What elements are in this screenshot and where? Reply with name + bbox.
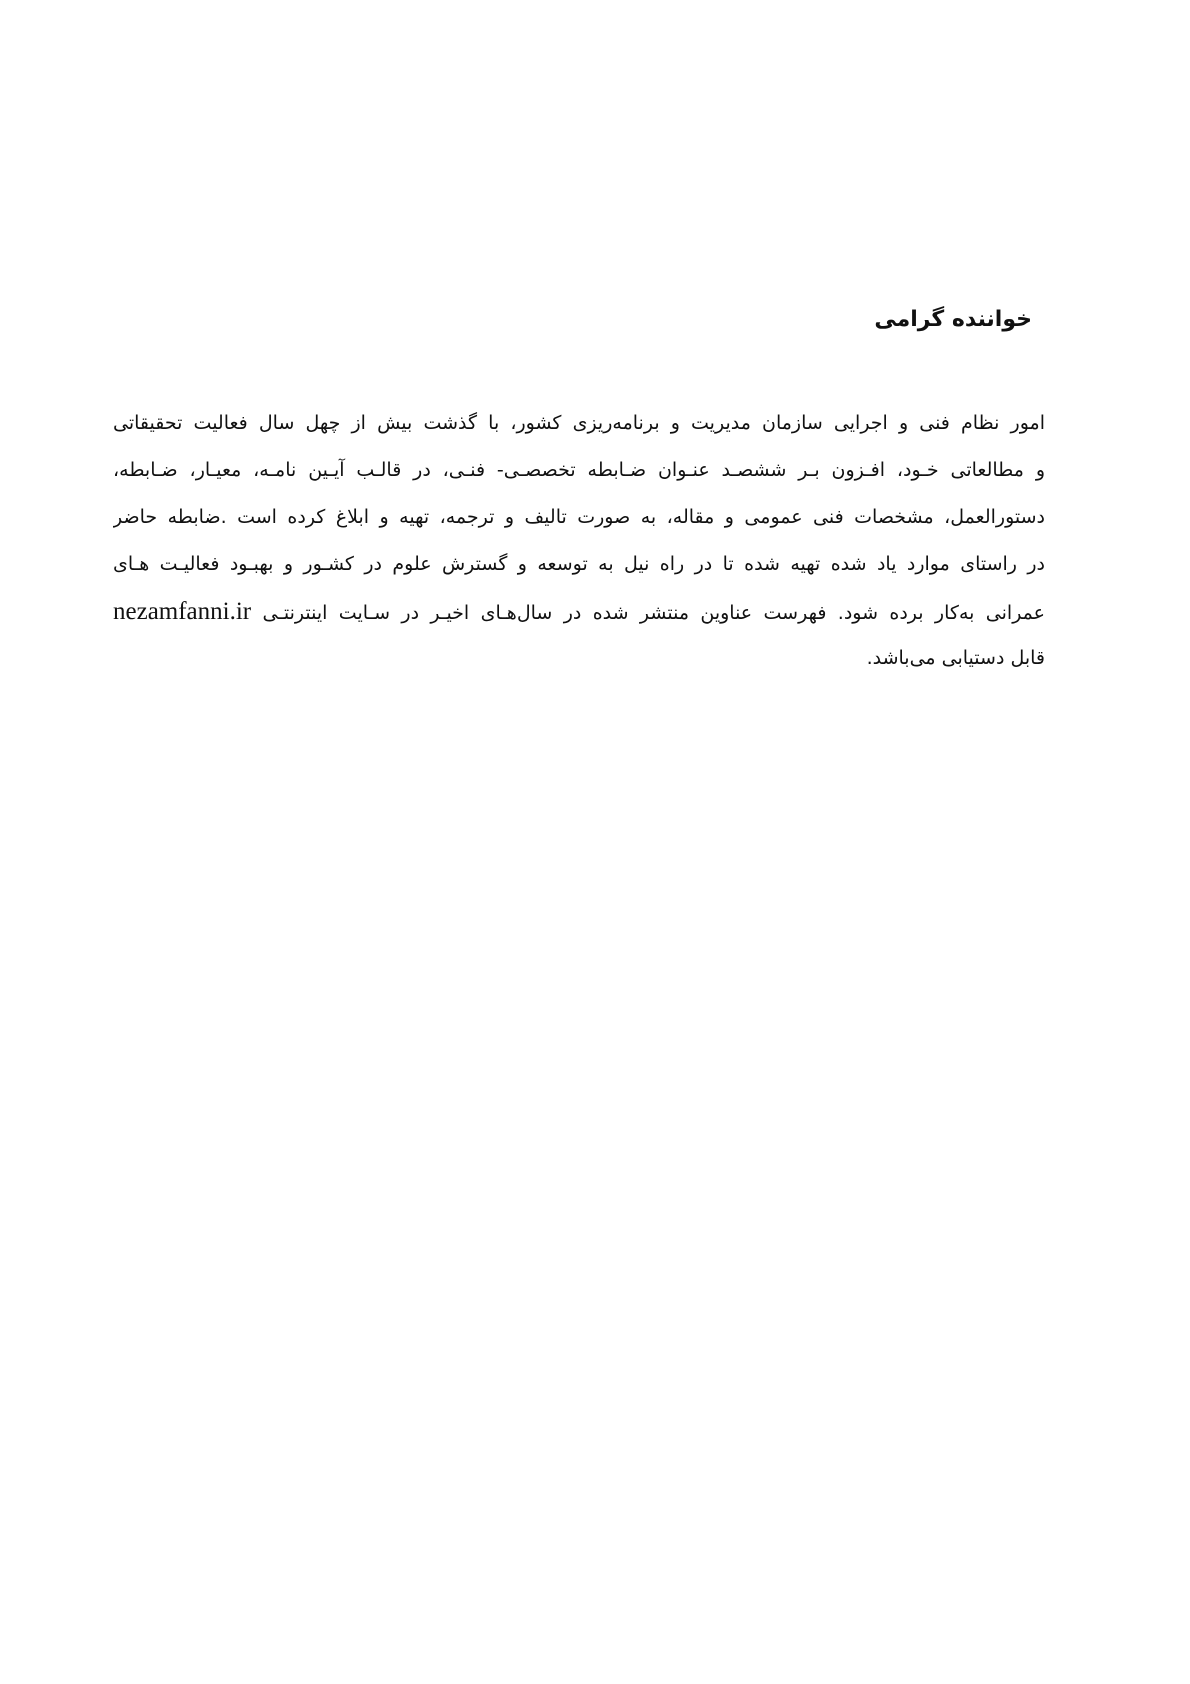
- page-title: خواننده گرامی: [874, 307, 1032, 332]
- website-address: nezamfanni.ir: [113, 598, 252, 625]
- paragraph-line-5: [113, 588, 1045, 635]
- paragraph-line-3: دستورالعمل، مشخصات فنی عمومی و مقاله، به صورت تالیف و ترجمه، تهیه و ابلاغ کرده است .ضابطه حاضر: [113, 506, 1045, 528]
- paragraph-line-4: در راستای موارد یاد شده تهیه شده تا در راه نیل به توسعه و گسترش علوم در کشـور و بهبـود فعالیـت هـای: [113, 553, 1045, 575]
- paragraph-line-6: قابل دستیابی می‌باشد.: [866, 647, 1045, 669]
- paragraph-line-1: امور نظام فنی و اجرایی سازمان مدیریت و برنامه‌ریزی کشور، با گذشت بیش از چهل سال فعالیت تحقیقاتی: [113, 412, 1045, 434]
- paragraph-line-2: و مطالعاتی خـود، افـزون بـر ششصـد عنـوان ضـابطه تخصصـی- فنـی، در قالـب آیـین نامـه، معیـار، ضـابطه،: [113, 459, 1045, 481]
- paragraph-line-5-text: عمرانی به‌کار برده شود. فهرست عناوین منتشر شده در سال‌هـای اخیـر در سـایت اینترنتـی: [262, 602, 1045, 624]
- intro-paragraph: [113, 400, 1045, 682]
